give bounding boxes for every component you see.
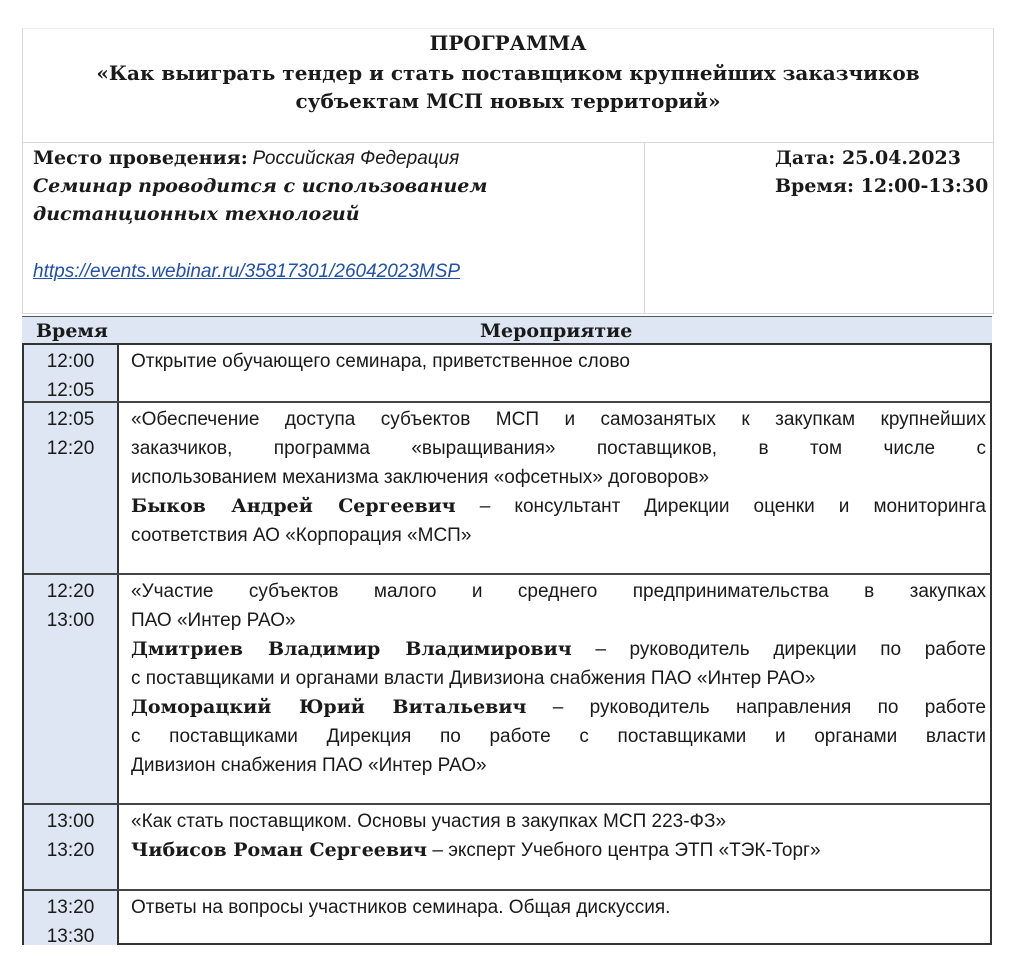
end-time: 13:20	[46, 840, 95, 861]
schedule-table	[22, 343, 992, 945]
event-text: «Участие субъектов малого и среднего предпринимательства в закупках	[131, 581, 986, 602]
event-cell	[131, 405, 986, 550]
program-subtitle-line2: субъектам МСП новых территорий»	[295, 89, 721, 113]
speaker-name: Дмитриев Владимир Владимирович	[131, 638, 572, 660]
column-event-header: Мероприятие	[480, 320, 633, 342]
speaker-role: – руководитель дирекции по работе	[571, 639, 986, 660]
remote-line2: дистанционных технологий	[33, 203, 360, 225]
column-time-header: Время	[36, 320, 108, 342]
end-time: 13:30	[46, 926, 95, 947]
date-label: Дата:	[775, 147, 836, 169]
event-cell	[131, 807, 986, 865]
schedule-row	[24, 891, 990, 945]
event-cell	[131, 347, 986, 376]
start-time: 12:00	[46, 351, 95, 372]
venue-label: Место проведения:	[33, 147, 248, 169]
event-text: ПАО «Интер РАО»	[131, 610, 296, 631]
start-time: 12:05	[46, 409, 95, 430]
event-text: «Как стать поставщиком. Основы участия в закупках МСП 223-ФЗ»	[131, 811, 727, 832]
start-time: 13:20	[46, 897, 95, 918]
end-time: 12:20	[46, 438, 95, 459]
speaker-name: Доморацкий Юрий Витальевич	[131, 696, 527, 718]
schedule-row	[24, 345, 990, 403]
speaker-line	[131, 635, 986, 664]
time-cell	[24, 403, 119, 573]
speaker-role: Дивизион снабжения ПАО «Интер РАО»	[131, 755, 487, 776]
speaker-name: Быков Андрей Сергеевич	[131, 495, 456, 517]
time-label: Время:	[775, 175, 854, 197]
schedule-row	[24, 805, 990, 891]
end-time: 13:00	[46, 610, 95, 631]
event-text: заказчиков, программа «выращивания» поставщиков, в том числе с	[131, 438, 986, 459]
program-header	[22, 28, 994, 143]
speaker-line	[131, 492, 986, 521]
date-value: 25.04.2023	[841, 147, 961, 169]
venue-line	[33, 147, 459, 170]
speaker-line	[131, 836, 986, 865]
webinar-link[interactable]: https://events.webinar.ru/35817301/26042023MSP	[33, 261, 461, 282]
program-title: ПРОГРАММА	[429, 31, 587, 55]
time-cell	[24, 891, 119, 945]
start-time: 13:00	[46, 811, 95, 832]
speaker-role: – эксперт Учебного центра ЭТП «ТЭК-Торг»	[427, 840, 821, 861]
event-text: Ответы на вопросы участников семинара. Общая дискуссия.	[131, 897, 671, 918]
time-value: 12:00-13:30	[860, 175, 989, 197]
event-text: использованием механизма заключения «офсетных» договоров»	[131, 467, 710, 488]
remote-line1: Семинар проводится с использованием	[33, 175, 488, 197]
event-cell	[131, 893, 986, 922]
event-text: «Обеспечение доступа субъектов МСП и самозанятых к закупкам крупнейших	[131, 409, 986, 430]
date-line	[775, 147, 961, 169]
speaker-role: с поставщиками и органами власти Дивизиона снабжения ПАО «Интер РАО»	[131, 668, 816, 689]
speaker-line	[131, 693, 986, 722]
schedule-row	[24, 403, 990, 575]
schedule-row	[24, 575, 990, 805]
speaker-role: соответствия АО «Корпорация «МСП»	[131, 525, 472, 546]
info-divider	[644, 143, 645, 313]
end-time: 12:05	[46, 380, 95, 401]
schedule-table-header	[22, 316, 992, 344]
speaker-role: – консультант Дирекции оценки и мониторинга	[455, 496, 987, 517]
speaker-name: Чибисов Роман Сергеевич	[131, 839, 428, 861]
time-cell	[24, 345, 119, 401]
time-cell	[24, 575, 119, 803]
speaker-role: – руководитель направления по работе	[526, 697, 986, 718]
venue-value: Российская Федерация	[252, 148, 460, 169]
webinar-link-wrap	[33, 261, 460, 283]
event-text: Открытие обучающего семинара, приветственное слово	[131, 351, 630, 372]
event-cell	[131, 577, 986, 780]
start-time: 12:20	[46, 581, 95, 602]
time-line	[775, 175, 988, 197]
speaker-role: с поставщиками Дирекция по работе с поставщиками и органами власти	[131, 726, 986, 747]
event-info-block	[22, 142, 994, 314]
time-cell	[24, 805, 119, 889]
program-subtitle-line1: «Как выиграть тендер и стать поставщиком крупнейших заказчиков	[96, 61, 920, 85]
